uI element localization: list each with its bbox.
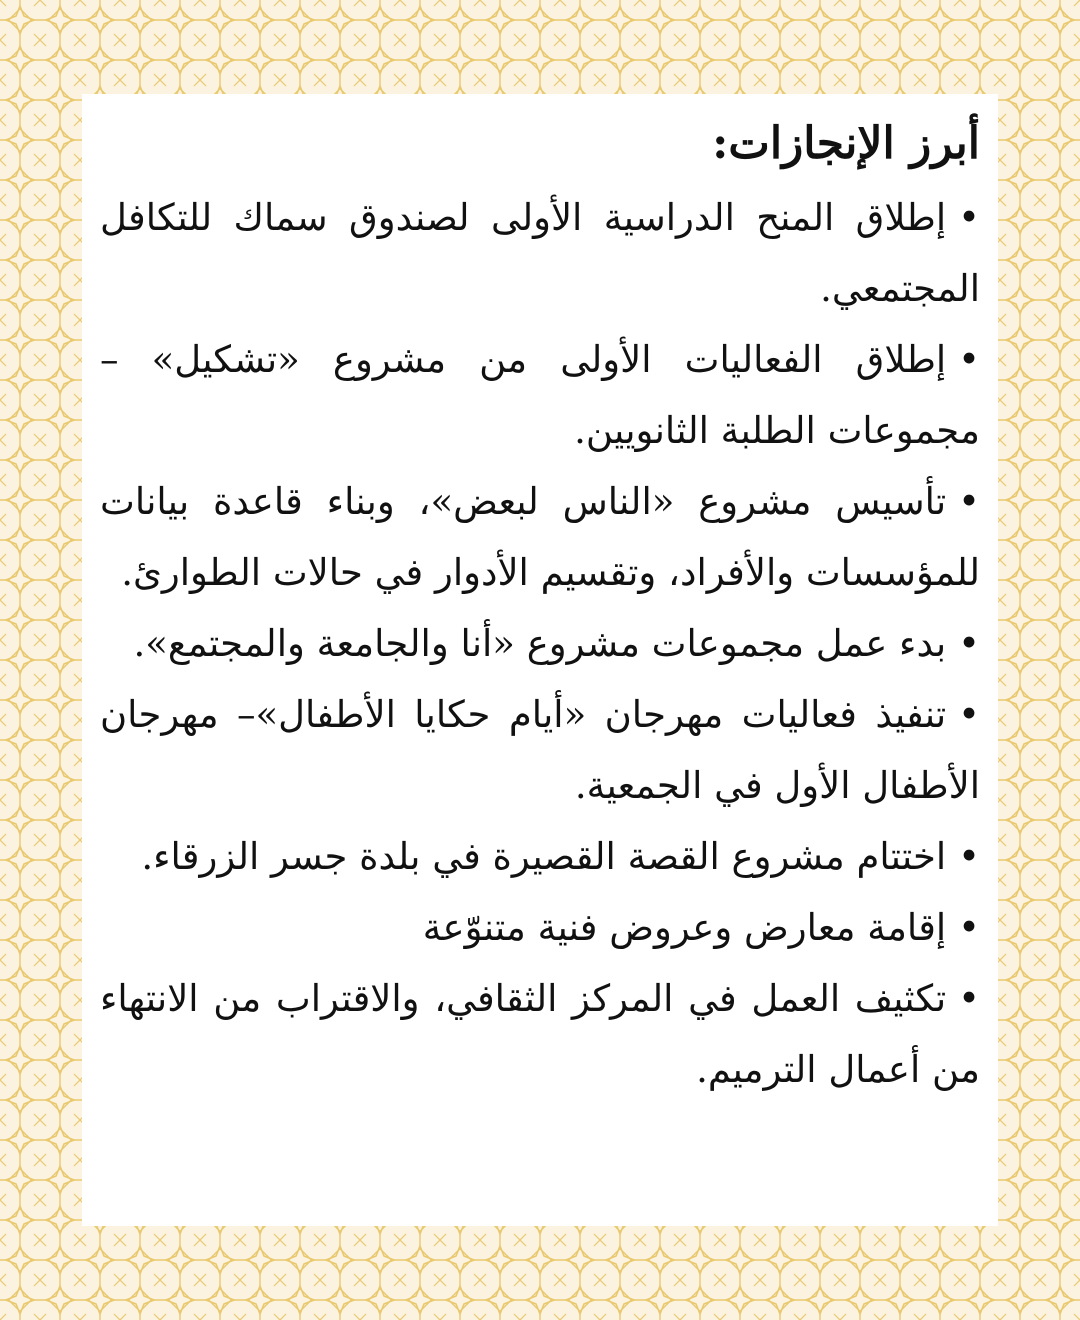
- list-item: [100, 892, 980, 963]
- list-item-text: بدء عمل مجموعات مشروع «أنا والجامعة والمجتمع».: [133, 622, 947, 665]
- section-heading: أبرز الإنجازات:: [712, 118, 980, 169]
- list-item: [100, 466, 980, 608]
- list-item: [100, 608, 980, 679]
- bullet-icon: •: [958, 977, 980, 1020]
- list-item: [100, 324, 980, 466]
- bullet-icon: •: [958, 693, 980, 736]
- bullet-icon: •: [958, 480, 980, 523]
- bullet-icon: •: [958, 906, 980, 949]
- bullet-icon: •: [958, 835, 980, 878]
- achievements-section: [100, 112, 980, 1105]
- list-item-text: إقامة معارض وعروض فنية متنوّعة: [422, 906, 947, 949]
- bullet-icon: •: [958, 196, 980, 239]
- list-item: [100, 679, 980, 821]
- bullet-icon: •: [958, 622, 980, 665]
- list-item-text: تأسيس مشروع «الناس لبعض»، وبناء قاعدة بيانات للمؤسسات والأفراد، وتقسيم الأدوار في حالات الطوارئ.: [100, 480, 980, 594]
- list-item-text: إطلاق الفعاليات الأولى من مشروع «تشكيل» – مجموعات الطلبة الثانويين.: [100, 338, 980, 452]
- list-item: [100, 182, 980, 324]
- list-item: [100, 821, 980, 892]
- list-item-text: تنفيذ فعاليات مهرجان «أيام حكايا الأطفال»– مهرجان الأطفال الأول في الجمعية.: [100, 693, 980, 807]
- list-item-text: تكثيف العمل في المركز الثقافي، والاقتراب من الانتهاء من أعمال الترميم.: [100, 977, 980, 1091]
- list-item-text: إطلاق المنح الدراسية الأولى لصندوق سماك للتكافل المجتمعي.: [100, 196, 980, 310]
- bullet-icon: •: [958, 338, 980, 381]
- list-item-text: اختتام مشروع القصة القصيرة في بلدة جسر الزرقاء.: [141, 835, 947, 878]
- list-item: [100, 963, 980, 1105]
